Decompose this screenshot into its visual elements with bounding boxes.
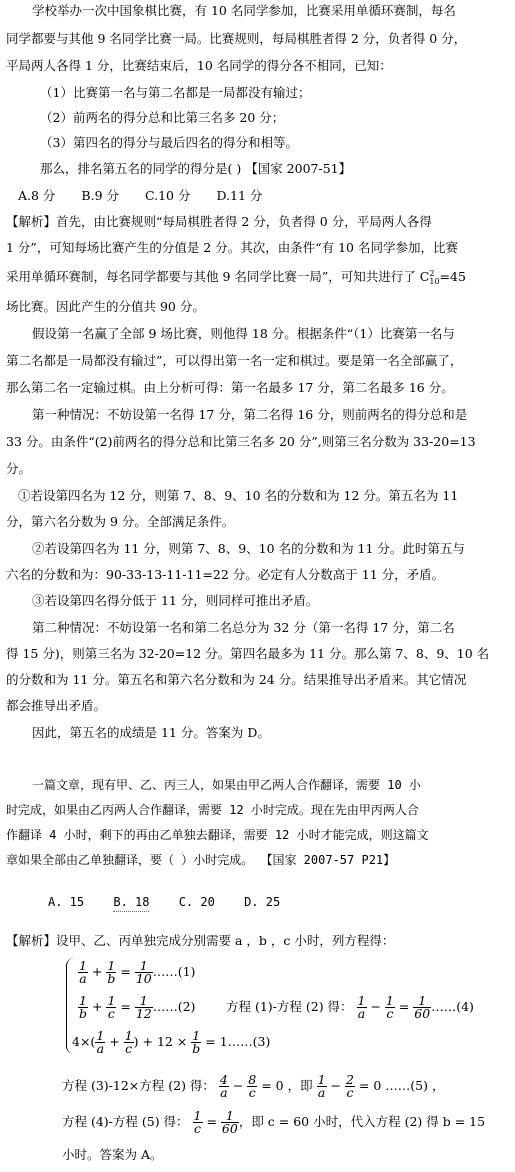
- option-a: A.8 分: [18, 188, 56, 203]
- equation-2-tag: ……(2): [152, 999, 196, 1014]
- solution1-case1-line-2: 33 分。由条件“(2)前两名的得分总和比第三名多 20 分”,则第三名分数为 33-20=13: [6, 434, 476, 449]
- option-d: D.11 分: [216, 188, 263, 203]
- equation-2: $\frac{1}{b}$ + $\frac{1}{c}$ = $\frac{1}{12}$ ……(2): [79, 993, 196, 1021]
- line6-label: 方程 (4)-方程 (5) 得：: [62, 1114, 189, 1129]
- line5-tail: = 0 ……(5) ，: [358, 1078, 445, 1093]
- equation-3: 4×( $\frac{1}{a}$ + $\frac{1}{c}$ ) + 12 × $\frac{1}{b}$ = 1……(3): [72, 1028, 271, 1056]
- solution1-line-6: 第二名都是一局都没有输过”，可以得出第一名一定和棋过。要是第一名全部赢了，: [6, 353, 463, 368]
- problem1-line-2: 同学都要与其他 9 名同学比赛一局。比赛规则，每局棋胜者得 2 分，负者得 0 分，: [6, 31, 467, 46]
- solution1-case1-line-1: 第一种情况：不妨设第一名得 17 分，第二名得 16 分，则前两名的得分总和是: [32, 407, 468, 422]
- solution1-subcase2-line-2: 六名的分数和为：90-33-13-11-11=22 分。必定有人分数高于 11 分，矛盾。: [6, 567, 445, 582]
- problem1-condition-1: （1）比赛第一名与第二名都是一局都没有输过；: [40, 85, 311, 100]
- option-c: C.10 分: [145, 188, 191, 203]
- solution1-case2-line-3: 的分数和为 11 分。第五名和第六名分数和为 24 分。结果推导出矛盾来。其它情况: [6, 672, 467, 687]
- solution2-line-6: 方程 (4)-方程 (5) 得： $\frac{1}{c}$ = $\frac{1}{60}$ ，即 c = 60 小时，代入方程 (2) 得 b = 15: [62, 1108, 486, 1136]
- solution2-line-5: 方程 (3)-12×方程 (2) 得： $\frac{4}{a}$ − $\frac{8}{c}$ = 0 ，即 $\frac{1}{a}$ − $\frac{2}{c}$ = 0 ……(5) ，: [62, 1072, 445, 1100]
- solution1-line-1: 【解析】首先，由比赛规则“每局棋胜者得 2 分，负者得 0 分，平局两人各得: [6, 214, 432, 229]
- combination-result: =45: [439, 269, 466, 284]
- problem1-line-3: 平局两人各得 1 分，比赛结束后，10 名同学的得分各不相同，已知：: [6, 58, 392, 73]
- combination-sub: 10: [429, 276, 440, 286]
- solution1-subcase3: ③若设第四名得分低于 11 分，则同样可推出矛盾。: [32, 593, 319, 608]
- solution1-subcase1-line-2: 分，第六名分数为 9 分。全部满足条件。: [6, 514, 235, 529]
- line5-mid: = 0 ，即: [261, 1078, 313, 1093]
- problem2-line-2: 时完成，如果由乙丙两人合作翻译，需要 12 小时完成。现在先由甲丙两人合: [6, 803, 419, 817]
- solution2-line-7: 小时。答案为 A。: [62, 1147, 163, 1162]
- equation-4: 方程 (1)-方程 (2) 得： $\frac{1}{a}$ − $\frac{1}{c}$ = $\frac{1}{60}$ ……(4): [226, 993, 474, 1021]
- solution1-case2-line-2: 得 15 分)，则第三名为 32-20=12 分。第四名最多为 11 分。那么第 7、8、9、10 名: [6, 646, 490, 661]
- solution1-case1-line-3: 分。: [6, 461, 32, 476]
- solution1-line-2: 1 分”，可知每场比赛产生的分值是 2 分。其次，由条件“有 10 名同学参加，比赛: [6, 240, 458, 255]
- solution1-subcase1-line-1: ①若设第四名为 12 分，则第 7、8、9、10 名的分数和为 12 分。第五名为 11: [18, 488, 459, 503]
- solution1-conclusion: 因此，第五名的成绩是 11 分。答案为 D。: [32, 725, 270, 740]
- solution1-line-3: [6, 268, 466, 286]
- line5-label: 方程 (3)-12×方程 (2) 得：: [62, 1078, 215, 1093]
- solution2-intro: 【解析】设甲、乙、丙单独完成分别需要 a ，b ，c 小时，列方程得：: [6, 933, 395, 948]
- combination-index: [429, 270, 439, 286]
- option-a: A. 15: [48, 895, 85, 909]
- problem1-line-1: 学校举办一次中国象棋比赛，有 10 名同学参加，比赛采用单循环赛制，每名: [32, 3, 456, 18]
- solution1-line-7: 那么第二名一定输过棋。由上分析可得：第一名最多 17 分，第二名最多 16 分。: [6, 380, 454, 395]
- equation-1-tag: ……(1): [152, 964, 196, 979]
- equation-1: $\frac{1}{a}$ + $\frac{1}{b}$ = $\frac{1}{10}$ ……(1): [79, 958, 196, 986]
- problem1-options: [18, 187, 284, 205]
- option-d: D. 25: [244, 895, 281, 909]
- problem2-options: [48, 893, 302, 912]
- equation-4-label: 方程 (1)-方程 (2) 得：: [226, 999, 353, 1014]
- problem2-line-3: 作翻译 4 小时，剩下的再由乙单独去翻译，需要 12 小时才能完成，则这篇文: [6, 828, 429, 842]
- solution1-line-3-text: 采用单循环赛制，每名同学都要与其他 9 名同学比赛一局”，可知共进行了 C: [6, 269, 430, 284]
- line6-tail: ，即 c = 60 小时，代入方程 (2) 得 b = 15: [238, 1114, 486, 1129]
- option-b: B.9 分: [81, 188, 120, 203]
- option-c: C. 20: [178, 895, 215, 909]
- problem2-line-4: 章如果全部由乙单独翻译，要（ ）小时完成。 【国家 2007-57 P21】: [6, 853, 396, 867]
- solution1-subcase2-line-1: ②若设第四名为 11 分，则第 7、8、9、10 名的分数和为 11 分。此时第五与: [32, 541, 465, 556]
- solution1-line-4: 场比赛。因此产生的分值共 90 分。: [6, 299, 205, 314]
- solution1-case2-line-4: 都会推导出矛盾。: [6, 698, 107, 713]
- equation-3-tag: ……(3): [227, 1034, 271, 1049]
- solution1-case2-line-1: 第二种情况：不妨设第一名和第二名总分为 32 分（第一名得 17 分，第二名: [32, 620, 455, 635]
- problem2-line-1: 一篇文章，现有甲、乙、丙三人，如果由甲乙两人合作翻译，需要 10 小: [32, 778, 421, 792]
- combination-sup: 2: [429, 268, 435, 278]
- problem1-condition-3: （3）第四名的得分与最后四名的得分和相等。: [40, 135, 298, 150]
- option-b: B. 18: [113, 893, 149, 912]
- equation-4-tag: ……(4): [431, 999, 474, 1014]
- problem1-question: 那么，排名第五名的同学的得分是( ) 【国家 2007-51】: [40, 161, 352, 176]
- problem1-condition-2: （2）前两名的得分总和比第三名多 20 分；: [40, 110, 285, 125]
- solution1-line-5: 假设第一名赢了全部 9 场比赛，则他得 18 分。根据条件“（1）比赛第一名与: [32, 326, 455, 341]
